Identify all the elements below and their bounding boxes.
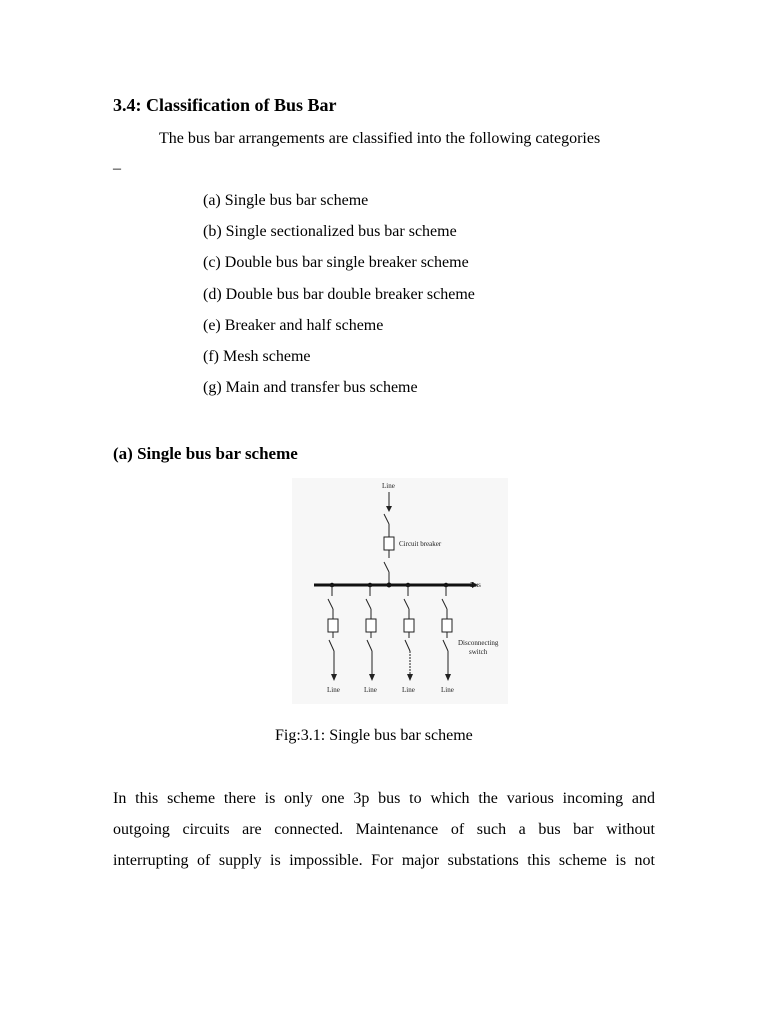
feeder-2-upper-switch (366, 599, 371, 609)
circuit-breaker-box (384, 537, 394, 550)
category-item-f: (f) Mesh scheme (203, 348, 311, 365)
category-item-b: (b) Single sectionalized bus bar scheme (203, 223, 457, 240)
paragraph-line-3: interrupting of supply is impossible. For major substations this scheme is not (113, 852, 655, 869)
incoming-arrow-icon (386, 506, 392, 512)
feeder-1-breaker-box (328, 619, 338, 632)
category-item-a: (a) Single bus bar scheme (203, 192, 369, 209)
outgoing-line-label-1: Line (327, 686, 340, 694)
feeder-2-breaker-box (366, 619, 376, 632)
diagram-svg (292, 478, 508, 704)
paragraph-line-1: In this scheme there is only one 3p bus to which the various incoming and (113, 790, 655, 807)
single-bus-bar-diagram (292, 478, 508, 704)
paragraph-line-2: outgoing circuits are connected. Maintenance of such a bus bar without (113, 821, 655, 838)
feeder-2-lower-switch (367, 640, 372, 651)
feeder-3-lower-switch (405, 640, 410, 651)
upper-isolator-switch (384, 514, 389, 524)
feeder-3-upper-switch (404, 599, 409, 609)
circuit-breaker-label: Circuit breaker (399, 540, 442, 548)
subsection-title: (a) Single bus bar scheme (113, 444, 298, 463)
figure-caption: Fig:3.1: Single bus bar scheme (275, 727, 473, 744)
outgoing-line-label-4: Line (441, 686, 454, 694)
feeder-1-upper-switch (328, 599, 333, 609)
section-intro: The bus bar arrangements are classified into the following categories (159, 130, 601, 147)
feeder-4-upper-switch (442, 599, 447, 609)
feeder-4-arrow-icon (445, 674, 451, 681)
feeder-4-lower-switch (443, 640, 448, 651)
disconnecting-switch-label-line2: switch (469, 648, 488, 656)
outgoing-line-label-3: Line (402, 686, 415, 694)
feeder-1-arrow-icon (331, 674, 337, 681)
feeder-4-breaker-box (442, 619, 452, 632)
feeder-2-arrow-icon (369, 674, 375, 681)
category-item-c: (c) Double bus bar single breaker scheme (203, 254, 469, 271)
category-item-g: (g) Main and transfer bus scheme (203, 379, 418, 396)
bus-junction-main (387, 583, 392, 588)
disconnecting-switch-label-line1: Disconnecting (458, 639, 499, 647)
feeder-1-lower-switch (329, 640, 334, 651)
section-intro-dash: – (113, 160, 121, 177)
feeder-3-breaker-box (404, 619, 414, 632)
category-item-d: (d) Double bus bar double breaker scheme (203, 286, 475, 303)
incoming-line-label: Line (382, 482, 395, 490)
bus-label: Bus (470, 581, 481, 589)
category-item-e: (e) Breaker and half scheme (203, 317, 384, 334)
section-title: 3.4: Classification of Bus Bar (113, 95, 337, 115)
outgoing-line-label-2: Line (364, 686, 377, 694)
lower-isolator-switch (384, 562, 389, 572)
feeder-3-arrow-icon (407, 674, 413, 681)
